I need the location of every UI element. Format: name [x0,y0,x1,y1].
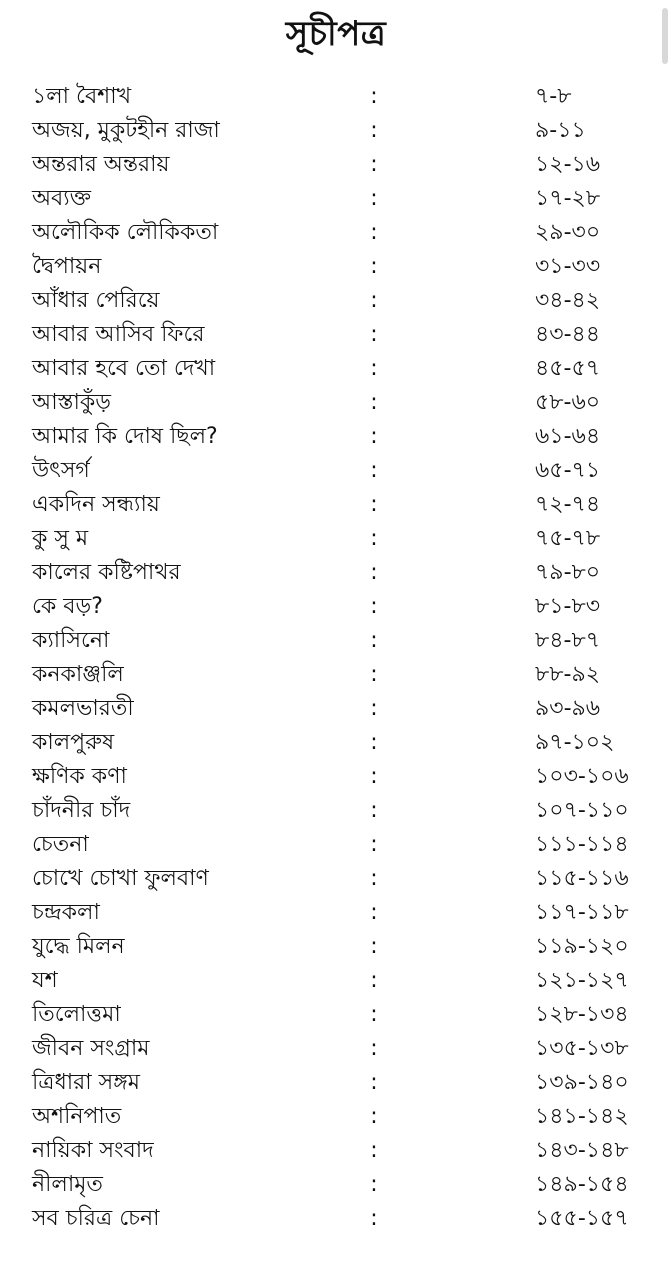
toc-entry-title: কনকাঞ্জলি [32,662,124,687]
toc-entry-title: অব্যক্ত [32,186,92,211]
toc-separator: : [370,288,378,313]
toc-entry [0,862,672,896]
toc-separator: : [370,696,378,721]
toc-entry [0,420,672,454]
toc-entry [0,760,672,794]
toc-entry-pages: ৩১-৩৩ [535,254,601,279]
toc-separator: : [370,730,378,755]
toc-entry-title: আবার আসিব ফিরে [32,322,205,347]
toc-entry [0,284,672,318]
toc-entry [0,964,672,998]
toc-entry-title: কালপুরুষ [32,730,115,755]
toc-entry-pages: ৫৮-৬০ [535,390,601,415]
toc-entry-title: কে বড়? [32,594,103,619]
toc-entry-pages: ৬১-৬৪ [535,424,601,449]
toc-entry [0,1032,672,1066]
toc-entry [0,624,672,658]
toc-entry-title: একদিন সন্ধ্যায় [32,492,160,517]
toc-entry-title: কালের কষ্টিপাথর [32,560,181,585]
toc-entry [0,590,672,624]
page-title: সূচীপত্র [285,14,387,54]
toc-entry-title: চন্দ্রকলা [32,900,100,925]
toc-separator: : [370,458,378,483]
toc-entry-title: অজয়, মুকুটহীন রাজা [32,118,220,143]
toc-entry-title: নায়িকা সংবাদ [32,1138,154,1163]
toc-entry-title: আস্তাকুঁড় [32,390,111,415]
toc-separator: : [370,1002,378,1027]
toc-separator: : [370,764,378,789]
toc-entry-pages: ১২-১৬ [535,152,601,177]
toc-entry-title: চাঁদনীর চাঁদ [32,798,131,823]
toc-entry-title: দ্বৈপায়ন [32,254,102,279]
toc-separator: : [370,1036,378,1061]
toc-entry [0,692,672,726]
toc-entry-pages: ৯-১১ [535,118,586,143]
toc-entry [0,488,672,522]
toc-entry [0,522,672,556]
toc-entry-pages: ৭৯-৮০ [535,560,601,585]
toc-entry [0,794,672,828]
toc-entry-pages: ৯৭-১০২ [535,730,615,755]
toc-separator: : [370,152,378,177]
toc-separator: : [370,934,378,959]
toc-entry [0,454,672,488]
toc-entry-title: সব চরিত্র চেনা [32,1206,160,1231]
toc-entry-pages: ১৪১-১৪২ [535,1104,629,1129]
toc-separator: : [370,1070,378,1095]
toc-separator: : [370,424,378,449]
toc-entry-pages: ১৭-২৮ [535,186,601,211]
toc-separator: : [370,186,378,211]
toc-entry-title: জীবন সংগ্রাম [32,1036,150,1061]
toc-entry [0,828,672,862]
toc-entry-title: যশ [32,968,58,993]
toc-entry-title: ক্ষণিক কণা [32,764,127,789]
toc-separator: : [370,798,378,823]
toc-entry-pages: ৭২-৭৪ [535,492,601,517]
table-of-contents [0,80,672,1236]
toc-entry [0,182,672,216]
toc-entry-pages: ১২৮-১৩৪ [535,1002,629,1027]
toc-entry-title: চোখে চোখা ফুলবাণ [32,866,209,891]
toc-separator: : [370,492,378,517]
toc-entry-title: তিলোত্তমা [32,1002,121,1027]
toc-entry-title: ত্রিধারা সঙ্গম [32,1070,140,1095]
toc-entry-title: যুদ্ধে মিলন [32,934,125,959]
toc-entry-title: কু সু ম [32,526,89,551]
toc-entry-pages: ৭-৮ [535,84,572,109]
toc-entry-pages: ৮১-৮৩ [535,594,601,619]
toc-entry-pages: ১০৩-১০৬ [535,764,629,789]
toc-entry-title: অশনিপাত [32,1104,122,1129]
toc-entry [0,1168,672,1202]
toc-separator: : [370,1104,378,1129]
toc-separator: : [370,356,378,381]
toc-entry-pages: ১৪৯-১৫৪ [535,1172,629,1197]
toc-separator: : [370,900,378,925]
toc-entry [0,114,672,148]
toc-entry [0,352,672,386]
toc-entry-pages: ৬৫-৭১ [535,458,601,483]
toc-entry-title: চেতনা [32,832,89,857]
toc-entry [0,1134,672,1168]
toc-entry [0,726,672,760]
toc-entry-pages: ৪৩-৪৪ [535,322,601,347]
toc-separator: : [370,84,378,109]
toc-entry [0,556,672,590]
toc-separator: : [370,832,378,857]
toc-separator: : [370,968,378,993]
toc-separator: : [370,118,378,143]
toc-separator: : [370,866,378,891]
toc-separator: : [370,560,378,585]
toc-separator: : [370,662,378,687]
toc-entry [0,250,672,284]
toc-separator: : [370,1172,378,1197]
toc-entry [0,930,672,964]
toc-entry [0,80,672,114]
toc-separator: : [370,254,378,279]
toc-entry [0,148,672,182]
toc-entry-pages: ১০৭-১১০ [535,798,629,823]
toc-entry-title: আবার হবে তো দেখা [32,356,216,381]
toc-entry [0,896,672,930]
toc-separator: : [370,1206,378,1231]
toc-entry-title: কমলভারতী [32,696,134,721]
toc-entry-pages: ১৩৯-১৪০ [535,1070,629,1095]
toc-separator: : [370,1138,378,1163]
toc-entry-title: ক্যাসিনো [32,628,110,653]
toc-separator: : [370,628,378,653]
toc-entry-pages: ১১৭-১১৮ [535,900,629,925]
toc-entry-pages: ২৯-৩০ [535,220,601,245]
toc-entry [0,658,672,692]
toc-entry-title: উৎসর্গ [32,458,90,483]
toc-entry-pages: ১১১-১১৪ [535,832,629,857]
toc-entry-title: অন্তরার অন্তরায় [32,152,170,177]
toc-entry-pages: ৯৩-৯৬ [535,696,601,721]
scrollbar-thumb[interactable] [662,8,668,64]
toc-entry [0,318,672,352]
toc-entry-pages: ৩৪-৪২ [535,288,601,313]
toc-entry-pages: ১৫৫-১৫৭ [535,1206,629,1231]
toc-entry-title: নীলামৃত [32,1172,103,1197]
toc-entry-pages: ১১৫-১১৬ [535,866,629,891]
toc-entry-pages: ১২১-১২৭ [535,968,629,993]
toc-separator: : [370,322,378,347]
toc-entry-pages: ৮৪-৮৭ [535,628,601,653]
toc-separator: : [370,390,378,415]
toc-entry-title: ১লা বৈশাখ [32,84,132,109]
toc-entry [0,1202,672,1236]
toc-entry-pages: ৪৫-৫৭ [535,356,601,381]
toc-entry-pages: ১৪৩-১৪৮ [535,1138,629,1163]
toc-entry [0,998,672,1032]
toc-entry [0,1100,672,1134]
toc-entry-title: অলৌকিক লৌকিকতা [32,220,219,245]
toc-entry [0,386,672,420]
toc-entry-pages: ১৩৫-১৩৮ [535,1036,629,1061]
toc-separator: : [370,220,378,245]
toc-entry-pages: ১১৯-১২০ [535,934,629,959]
toc-entry-title: আমার কি দোষ ছিল? [32,424,218,449]
toc-entry-pages: ৭৫-৭৮ [535,526,601,551]
toc-entry [0,1066,672,1100]
toc-separator: : [370,594,378,619]
toc-separator: : [370,526,378,551]
toc-entry-title: আঁধার পেরিয়ে [32,288,160,313]
toc-entry-pages: ৮৮-৯২ [535,662,601,687]
toc-entry [0,216,672,250]
